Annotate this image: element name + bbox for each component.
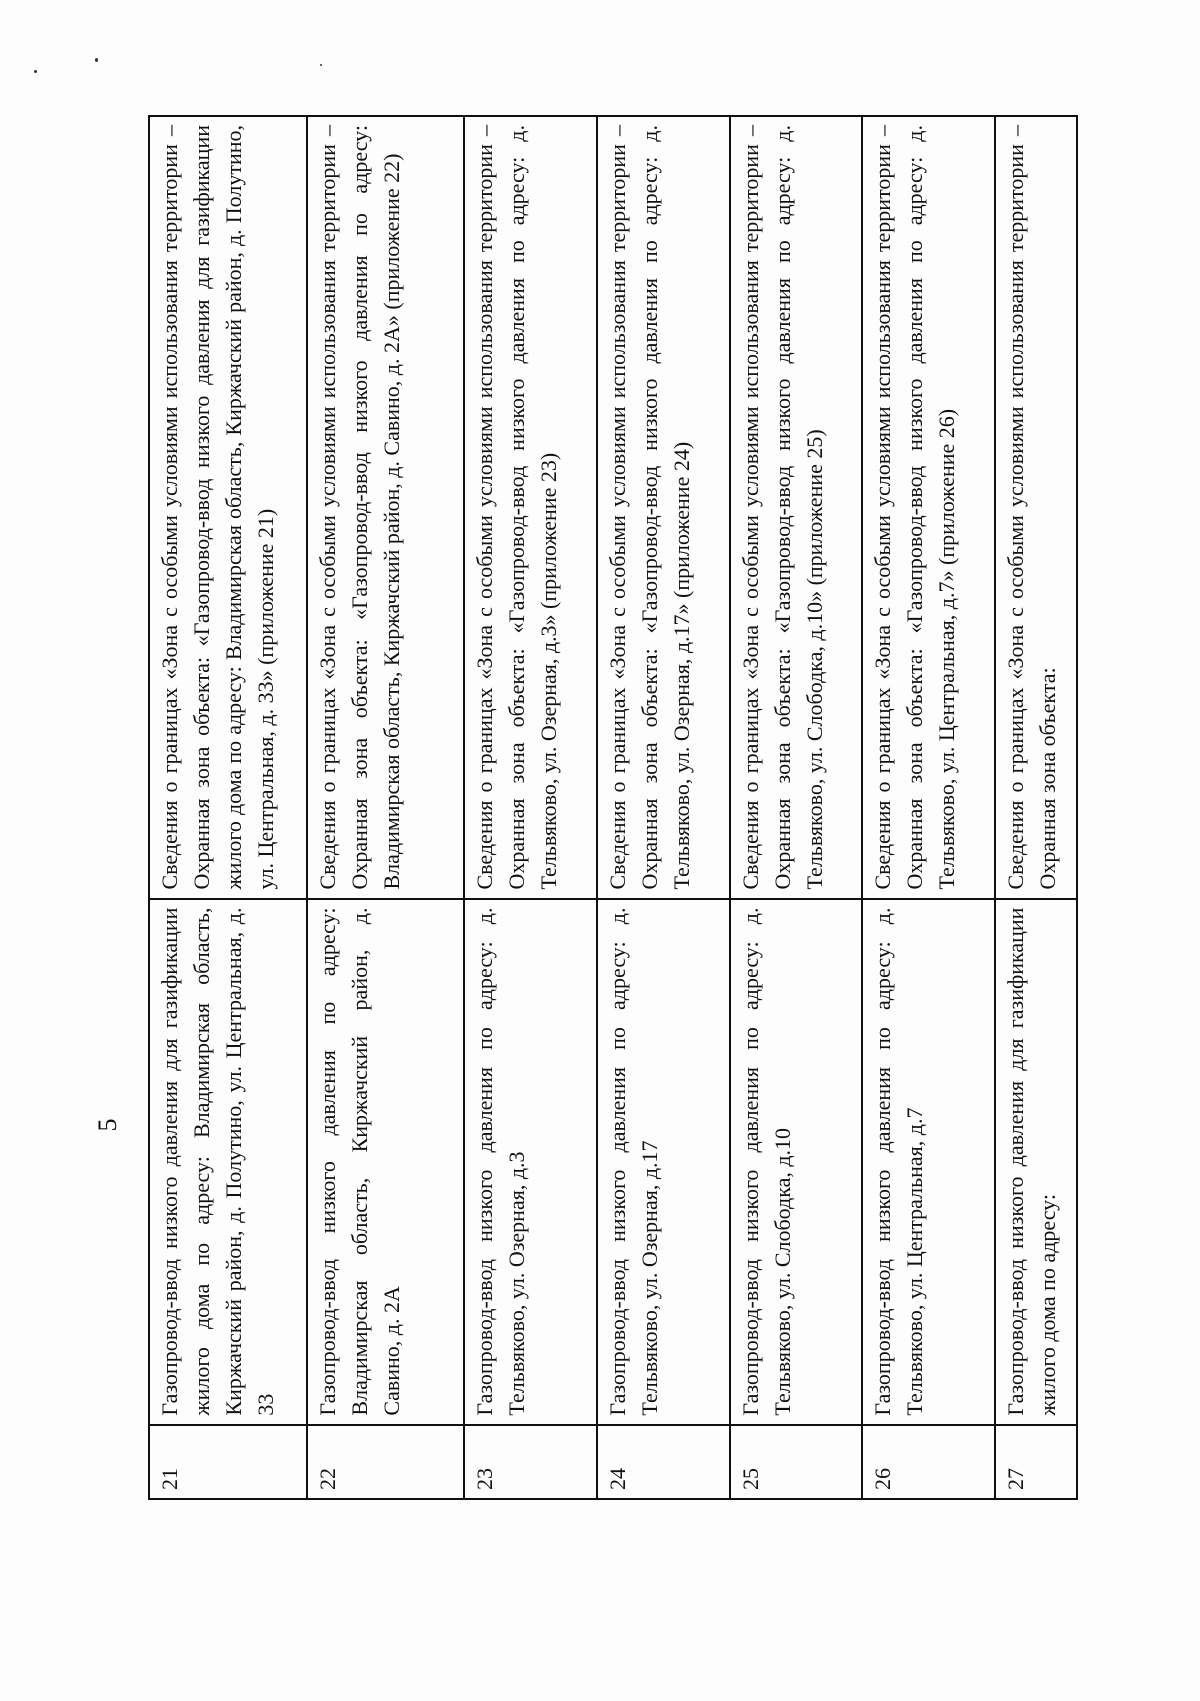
page-number: 5 bbox=[93, 1118, 122, 1132]
zone-info-cell: Сведения о границах «Зона с особыми условиями использования территории – Охранная зона объекта: «Газопровод-ввод низкого давления по адресу: д. Тельвяково, ул. Центральная, д.7» (приложение 26) bbox=[862, 116, 995, 899]
row-number: 26 bbox=[862, 1425, 995, 1499]
table-row bbox=[730, 116, 863, 1499]
zone-info-cell: Сведения о границах «Зона с особыми условиями использования территории – Охранная зона объекта: «Газопровод-ввод низкого давления по адресу: Владимирская область, Киржачский район, д. Савино, д. 2А» (приложение 22) bbox=[307, 116, 465, 899]
zone-info-cell: Сведения о границах «Зона с особыми условиями использования территории – Охранная зона объекта: «Газопровод-ввод низкого давления по адресу: д. Тельвяково, ул. Озерная, д.3» (приложение 23) bbox=[464, 116, 597, 899]
table-row bbox=[995, 116, 1077, 1499]
object-name-cell: Газопровод-ввод низкого давления по адресу: д. Тельвяково, ул. Озерная, д.3 bbox=[464, 899, 597, 1425]
row-number: 21 bbox=[149, 1425, 307, 1499]
table-row bbox=[464, 116, 597, 1499]
zone-info-cell: Сведения о границах «Зона с особыми условиями использования территории – Охранная зона объекта: «Газопровод-ввод низкого давления для газификации жилого дома по адресу: Владимирская область, Киржачский район, д. Полутино, ул. Центральная, д. 33» (приложение 21) bbox=[149, 116, 307, 899]
object-name-cell: Газопровод-ввод низкого давления по адресу: д. Тельвяково, ул. Центральная, д.7 bbox=[862, 899, 995, 1425]
registry-table-rotated bbox=[148, 115, 1078, 1500]
zone-info-cell: Сведения о границах «Зона с особыми условиями использования территории – Охранная зона объекта: «Газопровод-ввод низкого давления по адресу: д. Тельвяково, ул. Озерная, д.17» (приложение 24) bbox=[597, 116, 730, 899]
scan-speck bbox=[320, 64, 322, 66]
row-number: 25 bbox=[730, 1425, 863, 1499]
row-number: 27 bbox=[995, 1425, 1077, 1499]
object-name-cell: Газопровод-ввод низкого давления для газификации жилого дома по адресу: bbox=[995, 899, 1077, 1425]
row-number: 22 bbox=[307, 1425, 465, 1499]
scan-speck bbox=[95, 58, 98, 62]
registry-table bbox=[148, 115, 1078, 1500]
zone-info-cell: Сведения о границах «Зона с особыми условиями использования территории – Охранная зона объекта: bbox=[995, 116, 1077, 899]
zone-info-cell: Сведения о границах «Зона с особыми условиями использования территории – Охранная зона объекта: «Газопровод-ввод низкого давления по адресу: д. Тельвяково, ул. Слободка, д.10» (приложение 25) bbox=[730, 116, 863, 899]
object-name-cell: Газопровод-ввод низкого давления по адресу: д. Тельвяково, ул. Слободка, д.10 bbox=[730, 899, 863, 1425]
table-row bbox=[862, 116, 995, 1499]
table-row bbox=[307, 116, 465, 1499]
object-name-cell: Газопровод-ввод низкого давления по адресу: д. Тельвяково, ул. Озерная, д.17 bbox=[597, 899, 730, 1425]
scan-speck bbox=[34, 70, 37, 73]
row-number: 23 bbox=[464, 1425, 597, 1499]
row-number: 24 bbox=[597, 1425, 730, 1499]
table-row bbox=[597, 116, 730, 1499]
object-name-cell: Газопровод-ввод низкого давления для газификации жилого дома по адресу: Владимирская область, Киржачский район, д. Полутино, ул. Центральная, д. 33 bbox=[149, 899, 307, 1425]
object-name-cell: Газопровод-ввод низкого давления по адресу: Владимирская область, Киржачский район, д. Савино, д. 2А bbox=[307, 899, 465, 1425]
table-row bbox=[149, 116, 307, 1499]
